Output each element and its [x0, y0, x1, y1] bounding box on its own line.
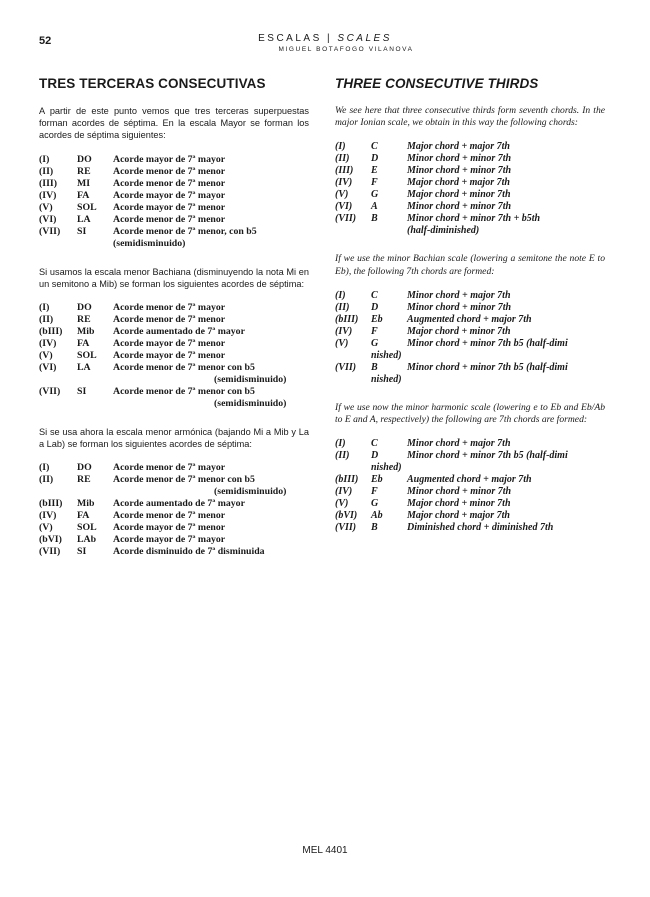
degree: (bVI): [39, 534, 62, 546]
degree: (III): [39, 177, 57, 189]
degree: (VI): [39, 362, 57, 374]
note: SOL: [77, 201, 97, 213]
english-harmonic-paragraph: If we use now the minor harmonic scale (lowering e to Eb and Eb/Ab to E and A, respectively) the following are 7th chords are formed:: [335, 401, 605, 426]
degree: (bIII): [335, 474, 359, 486]
note: C: [371, 141, 378, 153]
english-heading: THREE CONSECUTIVE THIRDS: [335, 76, 539, 91]
note: D: [371, 301, 379, 313]
chord-row: [335, 153, 605, 165]
note: G: [371, 337, 379, 349]
degree: (II): [335, 450, 350, 462]
degree: (I): [335, 438, 346, 450]
chord: Acorde menor de 7ª menor: [113, 314, 226, 326]
chord-row: [39, 338, 309, 350]
note: RE: [77, 474, 91, 486]
english-major-chord-list: [335, 141, 605, 237]
chord: Minor chord + minor 7th b5 (half-dimi: [407, 337, 568, 349]
degree: (I): [39, 462, 50, 474]
chord-continuation: (semidisminuido): [214, 398, 287, 410]
chord: Acorde mayor de 7ª mayor: [113, 189, 226, 201]
degree: (II): [39, 474, 54, 486]
note: A: [371, 201, 378, 213]
chord-row: [39, 154, 309, 166]
chord-row: [335, 510, 605, 522]
degree: (VII): [335, 361, 357, 373]
degree: (V): [39, 350, 53, 362]
chord-continuation: (semidisminuido): [214, 486, 287, 498]
degree: (V): [39, 201, 53, 213]
chord: Minor chord + minor 7th + b5th: [407, 213, 541, 225]
note: G: [371, 189, 379, 201]
chord-continuation: nished): [371, 462, 402, 474]
note: SI: [77, 546, 87, 558]
note: FA: [77, 510, 90, 522]
degree: (IV): [39, 338, 57, 350]
chord: Acorde menor de 7ª menor con b5: [113, 386, 255, 398]
note: RE: [77, 314, 91, 326]
chord: Acorde menor de 7ª menor: [113, 165, 226, 177]
note: Eb: [371, 474, 383, 486]
chord: Acorde disminuido de 7ª disminuida: [113, 546, 265, 558]
note: Ab: [371, 510, 383, 522]
chord-continuation: (semidisminuido): [214, 374, 287, 386]
chord-row: [39, 386, 309, 398]
chord: Diminished chord + diminished 7th: [407, 522, 554, 534]
degree: (VI): [39, 213, 57, 225]
chord-row: [335, 498, 605, 510]
note: FA: [77, 189, 90, 201]
spanish-heading: TRES TERCERAS CONSECUTIVAS: [39, 76, 266, 91]
chord-row: [335, 201, 605, 213]
chord: Acorde menor de 7ª menor con b5: [113, 474, 255, 486]
note: B: [371, 522, 378, 534]
running-header: [0, 33, 650, 53]
degree: (I): [39, 153, 50, 165]
note: B: [371, 213, 378, 225]
chord: Acorde mayor de 7ª menor: [113, 522, 226, 534]
chord-row: [335, 213, 605, 225]
note: C: [371, 438, 378, 450]
page-number: 52: [39, 35, 52, 47]
note: RE: [77, 165, 91, 177]
chord-row: [335, 474, 605, 486]
chord: Minor chord + minor 7th: [407, 486, 512, 498]
chord-row: [335, 326, 605, 338]
note: C: [371, 289, 378, 301]
degree: (bIII): [39, 498, 63, 510]
note: SOL: [77, 522, 97, 534]
degree: (V): [335, 189, 349, 201]
chord-row: [335, 141, 605, 153]
english-intro: We see here that three consecutive thirds form seventh chords. In the major Ionian scale, we obtain in this way the following chords:: [335, 105, 605, 129]
spanish-harmonic-paragraph: Si se usa ahora la escala menor armónica (bajando Mi a Mib y La a Lab) se forman los siguientes acordes de séptima:: [39, 427, 309, 450]
chord-row: [39, 302, 309, 314]
note: D: [371, 153, 379, 165]
chord: Acorde menor de 7ª menor con b5: [113, 362, 255, 374]
header-author: MIGUEL BOTAFOGO VILANOVA: [278, 46, 414, 53]
degree: (II): [39, 165, 54, 177]
note: MI: [77, 177, 91, 189]
note: D: [371, 450, 379, 462]
degree: (bIII): [335, 313, 359, 325]
spanish-harmonic-chord-list: [39, 462, 309, 558]
degree: (VII): [39, 386, 61, 398]
degree: (VI): [335, 201, 353, 213]
chord: Minor chord + major 7th: [407, 438, 511, 450]
chord-row: [39, 214, 309, 226]
note: FA: [77, 338, 90, 350]
chord: Acorde menor de 7ª menor: [113, 213, 226, 225]
chord: Minor chord + minor 7th: [407, 153, 512, 165]
degree: (III): [335, 165, 354, 177]
chord-row: [39, 166, 309, 178]
chord: Major chord + minor 7th: [407, 189, 511, 201]
chord: Major chord + minor 7th: [407, 325, 511, 337]
header-title-es: ESCALAS: [258, 33, 322, 44]
spanish-bachian-paragraph: Si usamos la escala menor Bachiana (disminuyendo la nota Mi en un semitono a Mib) se forman los siguientes acordes de séptima:: [39, 266, 309, 289]
chord: Acorde menor de 7ª mayor: [113, 302, 226, 314]
footer-catalog-number: MEL 4401: [302, 845, 348, 856]
degree: (I): [39, 302, 50, 314]
spanish-intro: A partir de este punto vemos que tres terceras superpuestas forman acordes de séptima. En la escala Mayor se forman los acordes de séptima siguientes:: [39, 106, 309, 141]
degree: (IV): [39, 510, 57, 522]
chord-row: [39, 326, 309, 338]
chord: Augmented chord + major 7th: [407, 474, 532, 486]
chord: Acorde menor de 7ª menor, con b5: [113, 225, 257, 237]
note: G: [371, 498, 379, 510]
chord-row: [39, 474, 309, 486]
note: LA: [77, 213, 91, 225]
degree: (VII): [39, 546, 61, 558]
note: E: [371, 165, 378, 177]
chord-row: [39, 462, 309, 474]
degree: (II): [335, 153, 350, 165]
degree: (VII): [39, 225, 61, 237]
chord-row: [39, 314, 309, 326]
chord-row: [335, 189, 605, 201]
header-title: [0, 33, 650, 44]
header-title-en: SCALES: [337, 33, 392, 44]
chord-row: [39, 522, 309, 534]
degree: (bVI): [335, 510, 358, 522]
degree: (IV): [39, 189, 57, 201]
chord-continuation: nished): [371, 349, 402, 361]
chord: Minor chord + minor 7th: [407, 301, 512, 313]
note: DO: [77, 462, 92, 474]
chord-continuation: (half-diminished): [407, 225, 480, 237]
degree: (IV): [335, 177, 353, 189]
note: Mib: [77, 498, 95, 510]
chord-continuation: (semidisminuido): [113, 237, 186, 249]
spanish-column: [39, 76, 309, 574]
chord-row: [335, 450, 605, 462]
chord-row: [335, 290, 605, 302]
note: SI: [77, 386, 87, 398]
chord-row: [39, 190, 309, 202]
note: Mib: [77, 326, 95, 338]
chord: Minor chord + minor 7th b5 (half-dimi: [407, 361, 568, 373]
chord-row: [39, 534, 309, 546]
chord: Acorde menor de 7ª menor: [113, 510, 226, 522]
chord: Minor chord + minor 7th b5 (half-dimi: [407, 450, 568, 462]
english-bachian-paragraph: If we use the minor Bachian scale (lowering a semitone the note E to Eb), the following 7th chords are formed:: [335, 253, 605, 277]
chord: Acorde mayor de 7ª menor: [113, 350, 226, 362]
english-column: [335, 76, 605, 550]
chord-row: [335, 486, 605, 498]
chord-row: [335, 362, 605, 374]
chord: Major chord + major 7th: [407, 177, 510, 189]
chord-continuation: nished): [371, 373, 402, 385]
note: B: [371, 361, 378, 373]
chord-row: [39, 510, 309, 522]
chord-row: [39, 226, 309, 238]
spanish-bachian-chord-list: [39, 302, 309, 410]
chord: Acorde mayor de 7ª mayor: [113, 534, 226, 546]
degree: (VII): [335, 213, 357, 225]
degree: (II): [335, 301, 350, 313]
note: SOL: [77, 350, 97, 362]
chord-row: [335, 522, 605, 534]
chord: Acorde menor de 7ª menor: [113, 177, 226, 189]
chord-row: [335, 438, 605, 450]
chord-row: [39, 202, 309, 214]
degree: (I): [335, 289, 346, 301]
chord-row: [39, 178, 309, 190]
chord-row: [335, 314, 605, 326]
note: F: [371, 177, 378, 189]
chord: Augmented chord + major 7th: [407, 313, 532, 325]
chord: Acorde aumentado de 7ª mayor: [113, 498, 245, 510]
chord-row: [39, 362, 309, 374]
chord-row: [335, 338, 605, 350]
chord-row: [335, 302, 605, 314]
chord-row: [39, 546, 309, 558]
english-bachian-chord-list: [335, 290, 605, 386]
degree: (IV): [335, 325, 353, 337]
note: LA: [77, 362, 91, 374]
note: SI: [77, 225, 87, 237]
spanish-major-chord-list: [39, 154, 309, 250]
note: F: [371, 486, 378, 498]
chord: Acorde menor de 7ª mayor: [113, 462, 226, 474]
note: LAb: [77, 534, 97, 546]
english-harmonic-chord-list: [335, 438, 605, 534]
chord-row: [335, 165, 605, 177]
chord: Minor chord + minor 7th: [407, 165, 512, 177]
degree: (VII): [335, 522, 357, 534]
chord: Minor chord + minor 7th: [407, 201, 512, 213]
note: DO: [77, 153, 92, 165]
header-separator: |: [321, 33, 338, 44]
chord: Minor chord + major 7th: [407, 289, 511, 301]
chord: Acorde mayor de 7ª mayor: [113, 153, 226, 165]
chord: Acorde aumentado de 7ª mayor: [113, 326, 245, 338]
chord-row: [39, 498, 309, 510]
degree: (V): [335, 498, 349, 510]
chord-row: [335, 177, 605, 189]
chord: Acorde mayor de 7ª menor: [113, 338, 226, 350]
chord-row: [39, 350, 309, 362]
degree: (V): [335, 337, 349, 349]
note: F: [371, 325, 378, 337]
note: Eb: [371, 313, 383, 325]
degree: (II): [39, 314, 54, 326]
degree: (V): [39, 522, 53, 534]
degree: (I): [335, 141, 346, 153]
note: DO: [77, 302, 92, 314]
degree: (IV): [335, 486, 353, 498]
chord: Acorde mayor de 7ª menor: [113, 201, 226, 213]
chord: Major chord + major 7th: [407, 510, 510, 522]
chord: Major chord + major 7th: [407, 141, 510, 153]
degree: (bIII): [39, 326, 63, 338]
chord: Major chord + minor 7th: [407, 498, 511, 510]
